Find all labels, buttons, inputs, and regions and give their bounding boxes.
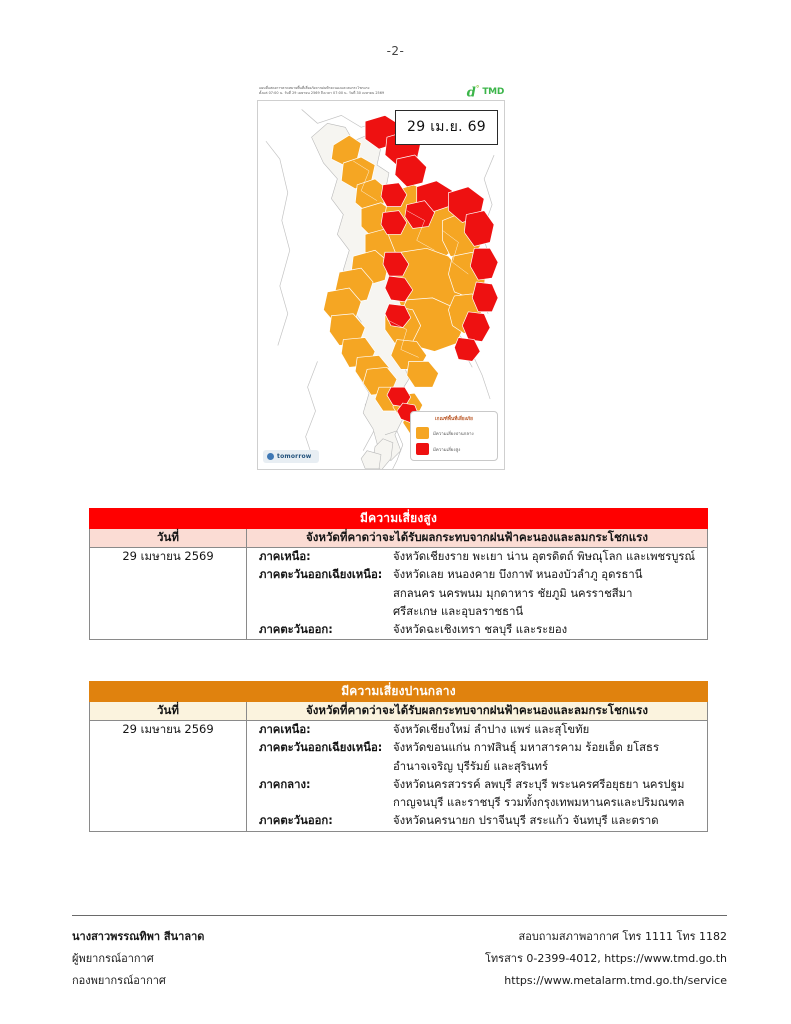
- region-label-north: ภาคเหนือ:: [259, 550, 311, 563]
- tmd-emblem-icon: d°: [466, 84, 480, 101]
- contact-service-url-line[interactable]: https://www.metalarm.tmd.go.th/service: [504, 974, 727, 987]
- region-provinces-central: จังหวัดนครสวรรค์ ลพบุรี สระบุรี พระนครศรีอยุธยา นครปฐม กาญจนบุรี และราชบุรี รวมทั้งกรุงเทพมหานครและปริมณฑล: [393, 777, 685, 810]
- region-label-east: ภาคตะวันออก:: [259, 814, 333, 828]
- column-header-date: วันที่: [90, 702, 247, 721]
- contact-phone-line: สอบถามสภาพอากาศ โทร 1111 โทร 1182: [518, 930, 727, 943]
- region-label-northeast: ภาคตะวันออกเฉียงเหนือ:: [259, 568, 383, 582]
- footer-signature-block: [72, 926, 204, 992]
- legend-title: เกณฑ์พื้นที่เสี่ยงภัย: [435, 417, 473, 422]
- table-title-row: [90, 509, 708, 529]
- moderate-risk-table: [89, 681, 708, 832]
- page-number: -2-: [386, 44, 405, 58]
- row-date: 29 เมษายน 2569: [90, 721, 247, 832]
- tmd-logo-wordmark: TMD: [482, 87, 504, 98]
- region-label-northeast: ภาคตะวันออกเฉียงเหนือ:: [259, 741, 383, 755]
- footer-contact-block: [485, 926, 727, 992]
- column-header-provinces: จังหวัดที่คาดว่าจะได้รับผลกระทบจากฝนฟ้าคะนองและลมกระโชกแรง: [247, 702, 708, 721]
- region-provinces-north: จังหวัดเชียงราย พะเยา น่าน อุตรดิตถ์ พิษณุโลก และเพชรบูรณ์: [393, 550, 695, 563]
- legend-item-moderate: [416, 427, 492, 439]
- table-title-row: [90, 682, 708, 702]
- legend-item-high: [416, 443, 492, 455]
- region-provinces-northeast: จังหวัดขอนแก่น กาฬสินธุ์ มหาสารคาม ร้อยเอ็ด ยโสธร อำนาจเจริญ บุรีรัมย์ และสุรินทร์: [393, 741, 660, 773]
- map-caption-line-1: แผนที่แสดงการคาดหมายพื้นที่เสี่ยงภัยจากฝนฟ้าคะนองและลมกระโชกแรง: [259, 86, 370, 90]
- column-header-date: วันที่: [90, 529, 247, 548]
- table-header-row: [90, 702, 708, 721]
- table-row: [90, 548, 708, 640]
- region-provinces-northeast: จังหวัดเลย หนองคาย บึงกาฬ หนองบัวลำภู อุดรธานี สกลนคร นครพนม มุกดาหาร ชัยภูมิ นครราชสีมา ศรีสะเกษ และอุบลราชธานี: [393, 568, 643, 618]
- map-legend: [410, 411, 498, 461]
- legend-swatch-high-icon: [416, 443, 429, 455]
- legend-swatch-moderate-icon: [416, 427, 429, 439]
- tomorrow-attribution-badge: [263, 450, 319, 463]
- legend-label-moderate: มีความเสี่ยงปานกลาง: [433, 431, 474, 437]
- circle-dot-icon: [267, 453, 274, 460]
- region-label-central: ภาคกลาง:: [259, 777, 311, 791]
- tomorrow-wordmark: tomorrow: [277, 453, 312, 460]
- risk-map-figure: [257, 84, 505, 470]
- table-row: [90, 721, 708, 832]
- moderate-risk-title: มีความเสี่ยงปานกลาง: [90, 682, 708, 702]
- forecaster-division: กองพยากรณ์อากาศ: [72, 974, 166, 987]
- region-provinces-east: จังหวัดนครนายก ปราจีนบุรี สระแก้ว จันทบุรี และตราด: [393, 814, 659, 828]
- row-regions: [247, 721, 708, 832]
- forecaster-position: ผู้พยากรณ์อากาศ: [72, 952, 154, 965]
- map-date-badge: 29 เม.ย. 69: [395, 110, 498, 145]
- region-provinces-east: จังหวัดฉะเชิงเทรา ชลบุรี และระยอง: [393, 623, 568, 637]
- column-header-provinces: จังหวัดที่คาดว่าจะได้รับผลกระทบจากฝนฟ้าคะนองและลมกระโชกแรง: [247, 529, 708, 548]
- high-risk-title: มีความเสี่ยงสูง: [90, 509, 708, 529]
- row-regions: [247, 548, 708, 640]
- page-footer: [72, 915, 727, 992]
- map-caption-line-2: ตั้งแต่ 07:00 น. วันที่ 29 เมษายน 2569 ถึงเวลา 07:00 น. วันที่ 30 เมษายน 2569: [259, 91, 385, 96]
- contact-fax-website-line[interactable]: โทรสาร 0-2399-4012, https://www.tmd.go.th: [485, 952, 727, 965]
- legend-label-high: มีความเสี่ยงสูง: [433, 447, 461, 453]
- table-header-row: [90, 529, 708, 548]
- map-caption: [259, 86, 434, 97]
- region-provinces-north: จังหวัดเชียงใหม่ ลำปาง แพร่ และสุโขทัย: [393, 723, 590, 736]
- tmd-logo: [467, 85, 504, 99]
- region-label-east: ภาคตะวันออก:: [259, 623, 333, 637]
- region-label-north: ภาคเหนือ:: [259, 723, 311, 736]
- thailand-risk-map: [257, 100, 505, 470]
- high-risk-table: [89, 508, 708, 640]
- forecaster-name: นางสาวพรรณทิพา สีนาลาด: [72, 930, 205, 943]
- row-date: 29 เมษายน 2569: [90, 548, 247, 640]
